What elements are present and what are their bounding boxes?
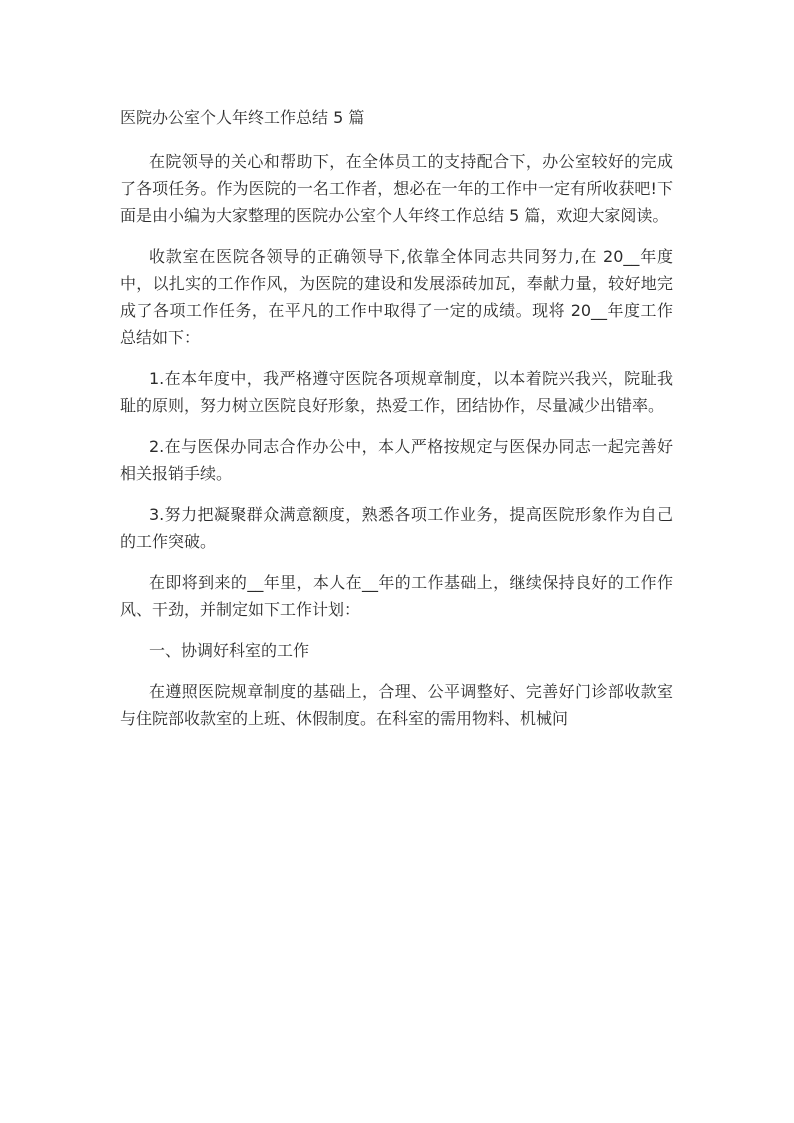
section-heading: 一、协调好科室的工作 <box>149 641 310 660</box>
paragraph-section-body: 在遵照医院规章制度的基础上，合理、公平调整好、完善好门诊部收款室与住院部收款室的上班、休假制度。在科室的需用物料、机械问 <box>120 682 673 728</box>
document-title: 医院办公室个人年终工作总结 5 篇 <box>120 108 365 127</box>
document-body <box>120 102 673 746</box>
paragraph-summary: 收款室在医院各领导的正确领导下,依靠全体同志共同努力,在 20__年度中，以扎实的工作作风，为医院的建设和发展添砖加瓦，奉献力量，较好地完成了各项工作任务，在平凡的工作中取得了一定的成绩。现将 20__年度工作总结如下： <box>120 247 673 347</box>
paragraph-item-2: 2.在与医保办同志合作办公中，本人严格按规定与医保办同志一起完善好相关报销手续。 <box>120 437 673 483</box>
paragraph-intro: 在院领导的关心和帮助下，在全体员工的支持配合下，办公室较好的完成了各项任务。作为医院的一名工作者，想必在一年的工作中一定有所收获吧!下面是由小编为大家整理的医院办公室个人年终工作总结 5 篇，欢迎大家阅读。 <box>120 152 673 225</box>
paragraph-item-1: 1.在本年度中，我严格遵守医院各项规章制度，以本着院兴我兴，院耻我耻的原则，努力树立医院良好形象，热爱工作，团结协作，尽量减少出错率。 <box>120 369 673 415</box>
paragraph-plan: 在即将到来的__年里，本人在__年的工作基础上，继续保持良好的工作作风、干劲，并制定如下工作计划： <box>120 573 673 619</box>
paragraph-item-3: 3.努力把凝聚群众满意额度，熟悉各项工作业务，提高医院形象作为自己的工作突破。 <box>120 505 673 551</box>
